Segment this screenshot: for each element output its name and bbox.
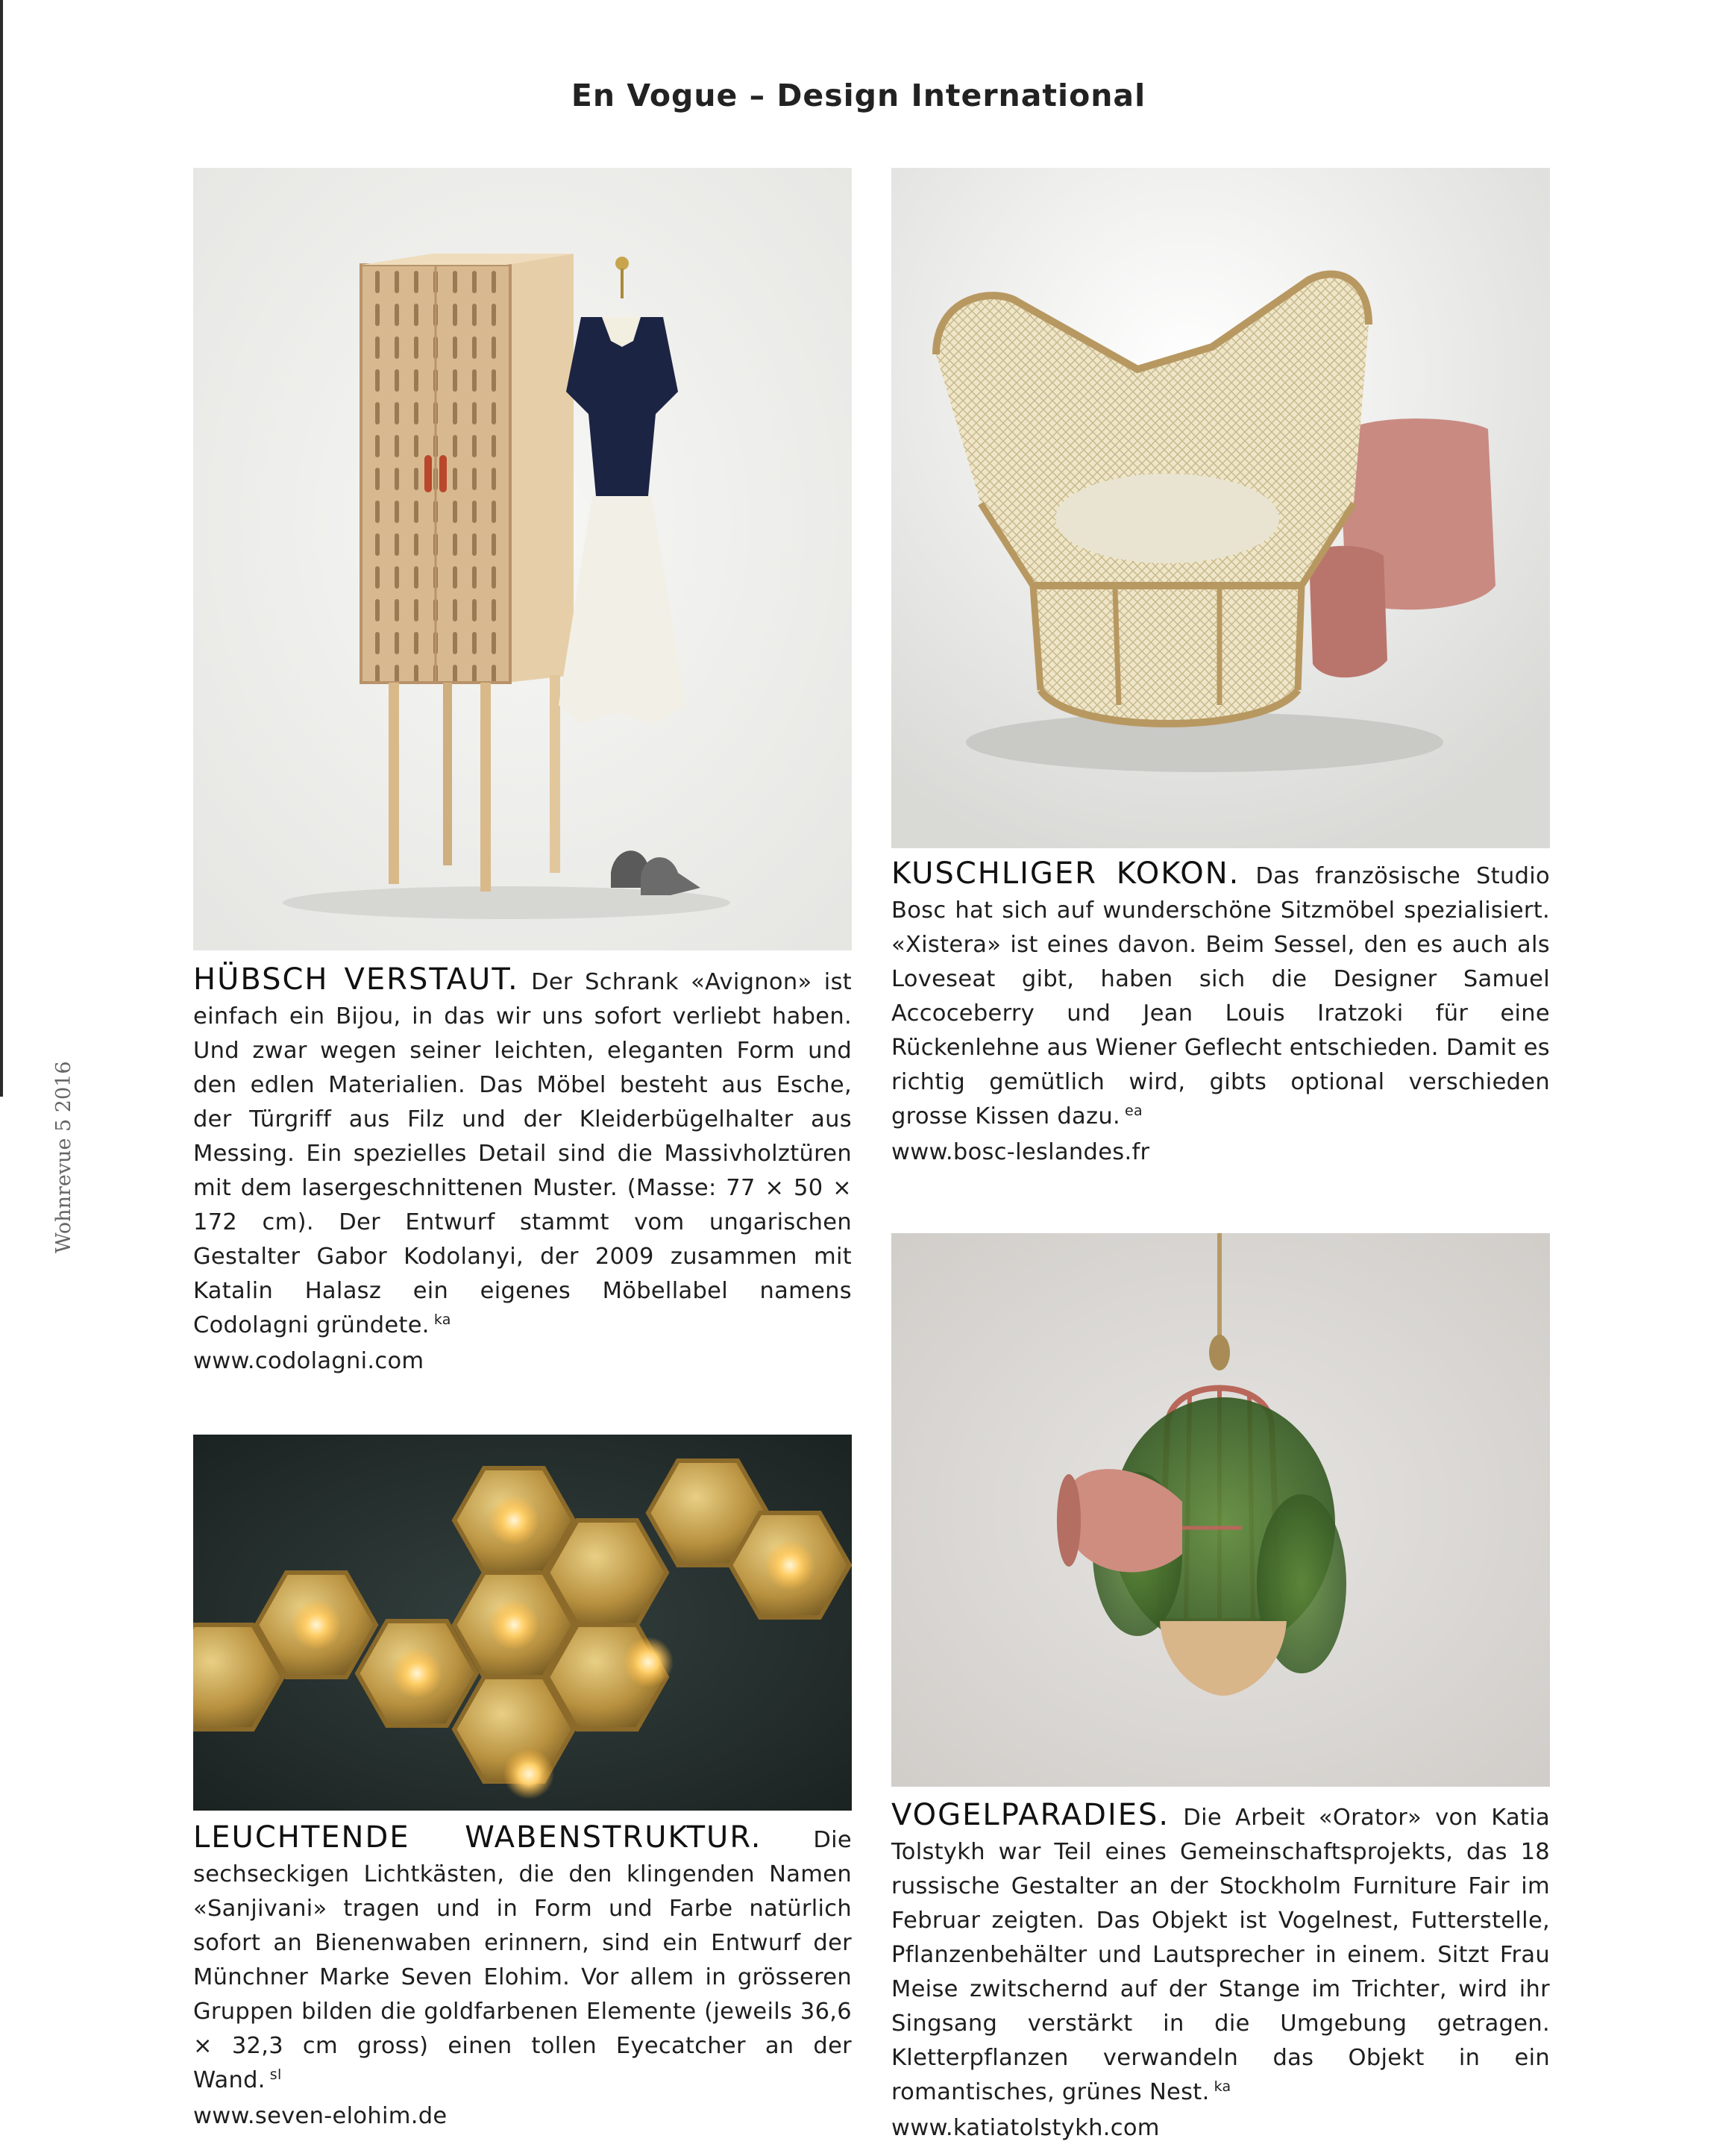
page-folio: Wohnrevue 5 2016: [52, 1061, 75, 1253]
article-body: Das französische Studio Bosc hat sich auf wunderschöne Sitzmöbel spezialisiert. «Xistera» ist eines davon. Beim Sessel, den es auch als Loveseat gibt, haben sich die Designer Samuel Accoceberry und Jean Louis Iratzoki für eine Rückenlehne aus Wiener Geflecht entschieden. Damit es richtig gemütlich wird, gibts optional verschieden grosse Kissen dazu.: [891, 863, 1550, 1129]
author-signature: ea: [1124, 1102, 1143, 1119]
article-link[interactable]: www.katiatolstykh.com: [891, 2115, 1160, 2141]
hexagon-lights-photo: [193, 1435, 852, 1811]
article-headline: KUSCHLIGER KOKON.: [891, 856, 1240, 891]
birdcage-planter-photo: [891, 1233, 1550, 1787]
article-body: Der Schrank «Avignon» ist einfach ein Bijou, in das wir uns sofort verliebt haben. Und zwar wegen seiner leichten, eleganten Form und den edlen Materialien. Das Möbel besteht aus Esche, der Türgriff aus Filz und der Kleiderbügelhalter aus Messing. Ein spezielles Detail sind die Massivholztüren mit dem lasergeschnittenen Muster. (Masse: 77 × 50 × 172 cm). Der Entwurf stammt vom ungarischen Gestalter Gabor Kodolanyi, der 2009 zusammen mit Katalin Halasz ein eigenes Möbellabel namens Codolagni gründete.: [193, 969, 853, 1338]
article-hexagon-lights: [193, 1820, 852, 2134]
wardrobe-photo: [193, 168, 852, 950]
page-header: En Vogue – Design International: [571, 78, 1146, 113]
author-signature: sl: [269, 2066, 282, 2083]
article-birdcage: [891, 1798, 1550, 2146]
article-headline: HÜBSCH VERSTAUT.: [193, 962, 519, 997]
article-link[interactable]: www.bosc-leslandes.fr: [891, 1139, 1150, 1165]
article-headline: VOGELPARADIES.: [891, 1798, 1170, 1832]
author-signature: ka: [433, 1311, 451, 1328]
article-body: Die Arbeit «Orator» von Katia Tolstykh war Teil eines Gemeinschaftsprojekts, das 18 russische Gestalter an der Stockholm Furniture Fair im Februar zeigten. Das Objekt ist Vogelnest, Futterstelle, Pflanzenbehälter und Lautsprecher in einem. Sitzt Frau Meise zwitschernd auf der Stange im Trichter, wird ihr Singsang verstärkt in die Umgebung getragen. Kletterpflanzen verwandeln das Objekt in ein romantisches, grünes Nest.: [891, 1805, 1551, 2105]
article-link[interactable]: www.seven-elohim.de: [193, 2103, 448, 2129]
page-edge-rule: [0, 0, 3, 1097]
article-wardrobe: [193, 962, 852, 1379]
armchair-photo: [891, 168, 1550, 848]
article-body: Die sechseckigen Lichtkästen, die den klingenden Namen «Sanjivani» tragen und in Form und Farbe natürlich sofort an Bienenwaben erinnern, sind ein Entwurf der Münchner Marke Seven Elohim. Vor allem in grösseren Gruppen bilden die goldfarbenen Elemente (jeweils 36,6 × 32,3 cm gross) einen tollen Eyecatcher an der Wand.: [193, 1827, 852, 2093]
article-headline: LEUCHTENDE WABENSTRUKTUR.: [193, 1820, 762, 1855]
article-armchair: [891, 856, 1550, 1170]
author-signature: ka: [1214, 2078, 1231, 2095]
article-link[interactable]: www.codolagni.com: [193, 1348, 424, 1374]
